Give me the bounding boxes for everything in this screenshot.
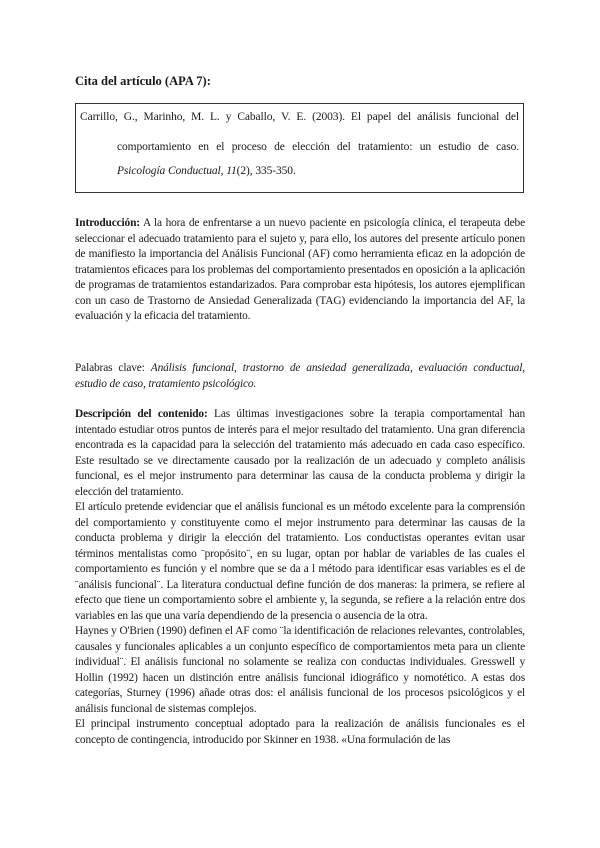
citation-rest: (2), 335-350. xyxy=(236,165,296,177)
citation-line-2: comportamiento en el proceso de elección del tratamiento: un estudio de caso. xyxy=(117,141,519,153)
description-paragraph-1 xyxy=(75,407,525,500)
description-text-1: Las últimas investigaciones sobre la terapia comportamental han intentado estudiar otros puntos de interés para el mejor resultado del tratamiento. Una gran diferencia encontrada es la capacidad para la selección del tratamiento más adecuado en cada caso específico. Este resultado se ve directamente causado por la realización de un adecuado y completo análisis funcional, es el mejor instrumento para determinar las causa de la conducta problema y dirigir la elección del tratamiento. xyxy=(75,408,525,498)
citation-line-1: Carrillo, G., Marinho, M. L. y Caballo, V. E. (2003). El papel del análisis funcional del xyxy=(80,111,519,123)
citation-journal: Psicología Conductual xyxy=(117,165,221,177)
keywords-paragraph xyxy=(75,361,525,392)
keywords-label: Palabras clave: xyxy=(75,362,151,374)
description-paragraph-4: El principal instrumento conceptual adoptado para la realización de análisis funcionales es el concepto de contingencia, introducido por Skinner en 1938. «Una formulación de las xyxy=(75,718,525,746)
citation-volume: 11 xyxy=(226,165,237,177)
citation-line-3: Psicología Conductual, 11(2), 335-350. xyxy=(117,165,296,177)
description-paragraph-3: Haynes y O'Brien (1990) definen el AF como ¨la identificación de relaciones relevantes, controlables, causales y funcionales aplicables a un conjunto específico de comportamientos meta para un cliente individual¨. El análisis funcional no solamente se realiza con conductas individuales. Gresswell y Hollin (1992) hacen un distinción entre análisis funcional idiográfico y nomotético. A estas dos categorías, Sturney (1996) añade otras dos: el análisis funcional de los procesos psicológicos y el análisis funcional de sistemas complejos. xyxy=(75,625,525,715)
introduction-label: Introducción: xyxy=(75,217,140,229)
keywords-text: Análisis funcional, trastorno de ansiedad generalizada, evaluación conductual, estudio de caso, tratamiento psicológico. xyxy=(75,362,526,390)
description-section xyxy=(75,407,525,748)
description-label: Descripción del contenido: xyxy=(75,408,208,420)
introduction-paragraph xyxy=(75,216,525,325)
introduction-text: A la hora de enfrentarse a un nuevo paciente en psicología clínica, el terapeuta debe seleccionar el adecuado tratamiento para el sujeto y, para ello, los autores del presente artículo ponen de manifiesto la importancia del Análisis Funcional (AF) como herramienta eficaz en la adopción de tratamientos eficaces para los problemas del comportamiento presentados en oposición a la aplicación de programas de tratamientos estandarizados. Para comprobar esta hipótesis, los autores ejemplifican con un caso de Trastorno de Ansiedad Generalizada (TAG) evidenciando la importancia del AF, la evaluación y la eficacia del tratamiento. xyxy=(75,217,525,322)
description-paragraph-2: El artículo pretende evidenciar que el análisis funcional es un método excelente para la comprensión del comportamiento y constituyente como el mejor instrumento para determinar las causas de la conducta problema y dirigir la elección del tratamiento. Los conductistas operantes evitan usar términos mentalistas como ¨propósito¨, en su lugar, optan por hablar de variables de las cuales el comportamiento es función y el nombre que se da a l método para identificar esas variables es el de ¨análisis funcional¨. La literatura conductual define función de dos maneras: la primera, se refiere al efecto que tiene un comportamiento sobre el ambiente y, la segunda, se refiere a la relación entre dos variables en las que una varía dependiendo de la presencia o ausencia de la otra. xyxy=(75,501,525,622)
citation-heading: Cita del artículo (APA 7): xyxy=(75,74,211,88)
citation-box xyxy=(75,103,524,193)
